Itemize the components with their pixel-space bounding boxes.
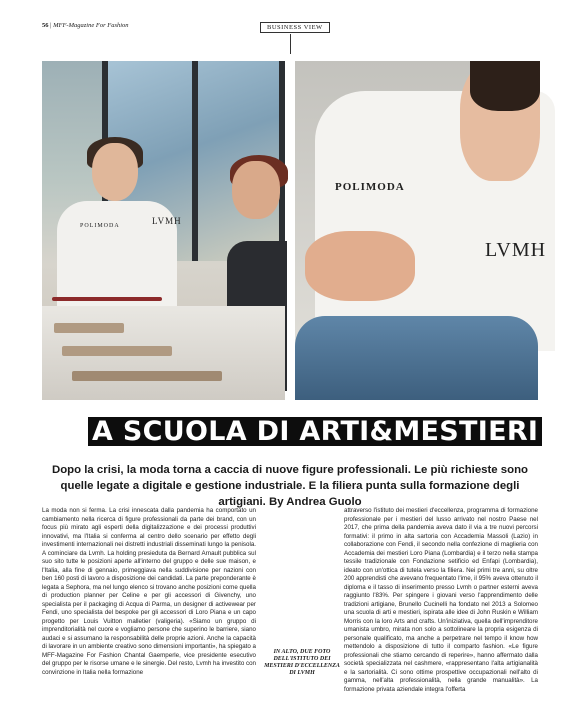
photo-logo-polimoda: POLIMODA xyxy=(335,181,405,193)
photo-person-head xyxy=(92,143,138,201)
section-divider-line xyxy=(290,34,291,54)
photo-right xyxy=(295,61,547,400)
photo-hand xyxy=(305,231,415,301)
page-header xyxy=(42,22,129,29)
article-column-1 xyxy=(42,507,256,677)
header-divider: | xyxy=(50,22,54,29)
magazine-name: MFF-Magazine For Fashion xyxy=(53,22,129,29)
page-number: 56 xyxy=(42,22,49,29)
column-2-text: attraverso l'istituto dei mestieri d'eccellenza, programma di formazione professionale per i mestieri del lusso arrivato nel nostro Paese nel 2017, che prima della pandemia aveva dato il via a tre nuovi percorsi formativi: il primo in alta sartoria con Accademia Massoli (Lazio) in collaborazione con Fendi, il secondo nella confezione di maglieria con Accademia dei mestieri Loro Piana (Lombardia) e il terzo nella stampa tessile tradizionale con Fondazione setificio ed Enfapi (Lombardia), ideato con un'ottica di tutela verso la filiera. Nei primi tre anni, su oltre 200 apprendisti che avevano frequentato l'ime, il 95% aveva ottenuto il diploma e il tasso di inserimento presso Lvmh o partner esterni aveva raggiunto l'83%. Per spingere i giovani verso l'apprendimento delle tradizioni artigiane, Brunello Cucinelli ha fondato nel 2013 a Solomeo una scuola di arti e mestieri, ispirata alle idee di John Ruskin e William Morris con la loro Arts and crafts. Un'iniziativa, quella dell'imprenditore umanista umbro, mirata non solo a sottolineare la propria esigenza di personale qualificato, ma anche a perpetrare nel tempo il know how mettendolo a disposizione di tutto il comparto fashion. «Le figure professionali che stiamo cercando di reperire», hanno affermato dalla società specializzata nel cashmere, «rappresentano l'alta artigianalità e la sartorialità. Ci sono ottime prospettive occupazionali nell'alto di gamma, nell'alta professionalità, nella grande manualità». La formazione privata aziendale integra l'offerta xyxy=(344,507,538,693)
photo-leather xyxy=(295,316,538,400)
photo-logo-polimoda: POLIMODA xyxy=(80,223,120,229)
photo-logo-lvmh: LVMH xyxy=(485,239,547,261)
photo-logo-lvmh: LVMH xyxy=(152,216,182,226)
photo-left xyxy=(42,61,285,400)
article-title: A SCUOLA DI ARTI&MESTIERI xyxy=(88,417,542,446)
article-column-2 xyxy=(344,507,538,694)
column-1-text: La moda non si ferma. La crisi innescata dalla pandemia ha comportato un cambiamento nella ricerca di figure professionali da parte dei brand, con un focus più mirato agli esperti della digitalizzazione e dei processi produttivi innovativi, ma l'Italia si conferma al centro dello scenario per effetto degli investimenti internazionali nei distretti industriali disseminati lungo la penisola. A cominciare da Lvmh. La holding presieduta da Bernard Arnault pubblica sul suo sito tutte le posizioni aperte all'interno del gruppo e delle sue maison, e l'Italia, alla fine di gennaio, primeggiava nella suddivisione per nazioni con ben 160 posti di lavoro a disposizione dei candidati. La parte preponderante è legata a Sephora, ma nel lungo elenco si trovano anche posizioni come quella di production planner per Celine e per gli accessori di Givenchy, uno specialista per il packaging di Acqua di Parma, un designer di activewear per Fendi, uno specialista del bespoke per gli accessori di Loro Piana e un capo progetto per Louis Vuitton malletier (valigeria). «Siamo un gruppo di imprenditorialità nel cuore e vogliamo persone che superino le barriere, siano audaci e si assumano la responsabilità delle proprie azioni. Anche la capacità di lavorare in un ambiente creativo sono dimensioni importanti», ha spiegato a MFF-Magazine For Fashion Chantal Gaemperle, vice presidente esecutivo del gruppo per le risorse umane e le sinergie. Del resto, Lvmh ha investito con convinzione in Italia nella formazione xyxy=(42,507,256,676)
photo-caption: IN ALTO, DUE FOTO DELL'ISTITUTO DEI MESTIERI D'ECCELLENZA DI LVMH xyxy=(264,649,340,676)
article-lead: Dopo la crisi, la moda torna a caccia di nuove figure professionali. Le più richieste sono quelle legate a digitale e gestione industriale. E la filiera punta sulla formazione degli artigiani. By Andrea Guolo xyxy=(52,464,528,508)
section-label: BUSINESS VIEW xyxy=(260,22,330,33)
